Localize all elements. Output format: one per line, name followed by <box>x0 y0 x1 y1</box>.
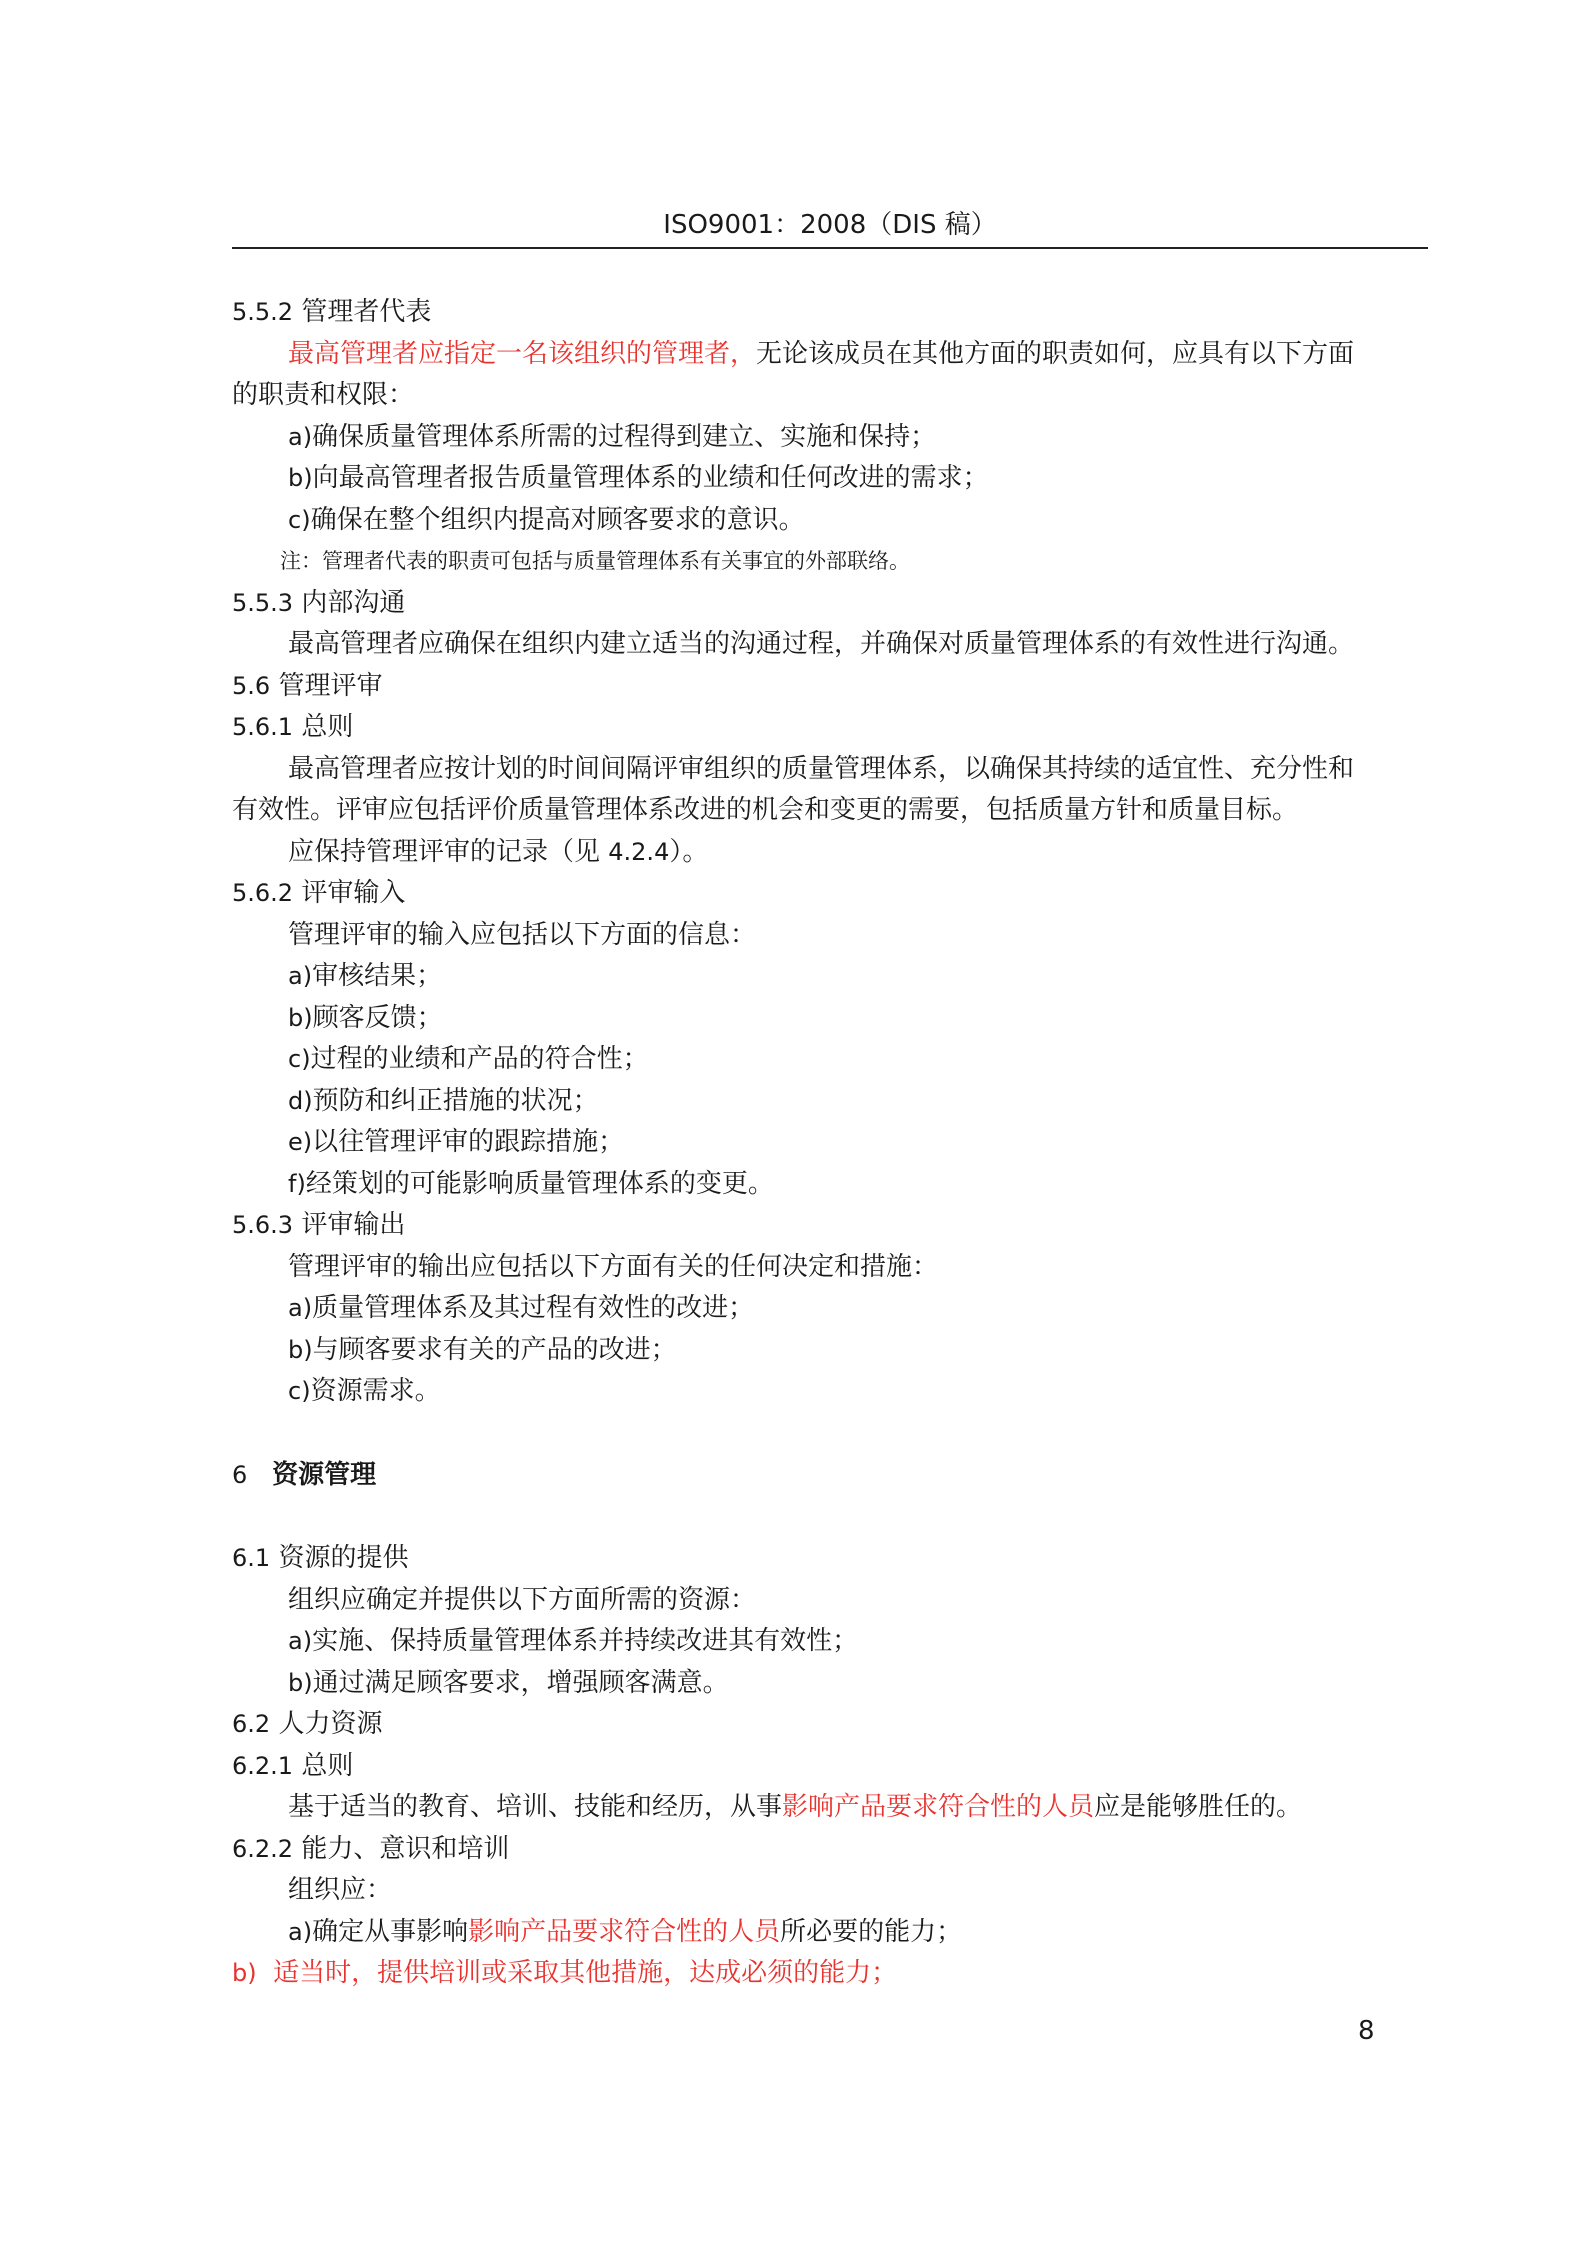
header-rule <box>232 247 1428 249</box>
highlighted-text: 最高管理者应指定一名该组织的管理者， <box>288 338 757 369</box>
section-title: 人力资源 <box>278 1709 383 1739</box>
heading-5-6-3 <box>232 1205 1432 1247</box>
heading-6-2-1 <box>232 1746 1432 1788</box>
document-body <box>232 292 1432 1995</box>
list-text: 确保在整个组织内提高对顾客要求的意识。 <box>310 504 805 535</box>
list-label: b) <box>288 1003 313 1032</box>
section-title: 总则 <box>301 712 354 742</box>
section-title: 评审输入 <box>301 878 406 908</box>
list-label: d) <box>288 1086 313 1115</box>
section-number: 6.2 <box>232 1710 271 1738</box>
section-gap <box>232 1496 1432 1538</box>
heading-6-1 <box>232 1538 1432 1580</box>
list-item <box>232 1621 1432 1663</box>
list-label: b) <box>288 1335 313 1364</box>
page-header: ISO9001：2008（DIS 稿） <box>663 210 997 240</box>
section-number: 5.5.2 <box>232 298 294 326</box>
highlighted-text: 影响产品要求符合性的人员 <box>468 1916 781 1947</box>
paragraph-text: 基于适当的教育、培训、技能和经历，从事 <box>288 1792 783 1822</box>
section-title: 管理评审 <box>278 670 383 701</box>
list-item <box>232 1164 1432 1206</box>
paragraph <box>232 334 1432 376</box>
list-text: 确保质量管理体系所需的过程得到建立、实施和保持； <box>312 421 937 452</box>
paragraph: 组织应： <box>288 1875 393 1905</box>
paragraph-text: 无论该成员在其他方面的职责如何，应具有以下方面 <box>756 338 1355 369</box>
list-label: b) <box>288 464 313 492</box>
section-title: 能力、意识和培训 <box>301 1833 510 1864</box>
paragraph: 管理评审的输出应包括以下方面有关的任何决定和措施： <box>288 1251 939 1282</box>
list-item <box>232 1122 1432 1164</box>
list-text: 过程的业绩和产品的符合性； <box>310 1044 649 1074</box>
section-title: 资源的提供 <box>278 1543 409 1573</box>
list-text: 所必要的能力； <box>780 1916 963 1947</box>
list-label: f) <box>288 1169 306 1198</box>
list-text: 顾客反馈； <box>312 1002 443 1033</box>
heading-5-5-2 <box>232 292 1432 334</box>
list-text: 预防和纠正措施的状况； <box>312 1085 599 1116</box>
paragraph-text: ）。 <box>669 836 709 867</box>
section-title: 内部沟通 <box>301 587 406 618</box>
section-number: 6 <box>232 1460 248 1489</box>
list-label: b) <box>288 1668 313 1697</box>
list-label: b) <box>232 1959 257 1987</box>
list-text: 向最高管理者报告质量管理体系的业绩和任何改进的需求； <box>312 463 989 493</box>
list-item <box>232 500 1432 542</box>
list-item <box>232 1288 1432 1330</box>
paragraph-text: 应保持管理评审的记录（见 <box>288 836 609 867</box>
heading-5-6 <box>232 666 1432 708</box>
paragraph: 管理评审的输入应包括以下方面的信息： <box>288 919 757 950</box>
section-number: 5.5.3 <box>232 588 294 617</box>
list-text: 通过满足顾客要求，增强顾客满意。 <box>312 1667 729 1698</box>
list-item <box>232 1330 1432 1372</box>
list-text: 质量管理体系及其过程有效性的改进； <box>312 1293 755 1323</box>
heading-6 <box>232 1455 1432 1497</box>
list-item <box>232 1081 1432 1123</box>
list-label: e) <box>288 1128 313 1156</box>
list-label: a) <box>288 422 313 451</box>
highlighted-text: 影响产品要求符合性的人员 <box>782 1792 1095 1822</box>
list-text: 与顾客要求有关的产品的改进； <box>312 1334 677 1365</box>
list-text: 实施、保持质量管理体系并持续改进其有效性； <box>312 1626 859 1656</box>
note: 注：管理者代表的职责可包括与质量管理体系有关事宜的外部联络。 <box>280 549 910 573</box>
list-text: 资源需求。 <box>310 1376 441 1406</box>
list-text: 以往管理评审的跟踪措施； <box>312 1127 625 1157</box>
section-title: 资源管理 <box>272 1459 377 1490</box>
list-item <box>232 1912 1432 1954</box>
paragraph: 最高管理者应确保在组织内建立适当的沟通过程，并确保对质量管理体系的有效性进行沟通。 <box>288 629 1355 659</box>
paragraph-continuation: 的职责和权限： <box>232 380 415 410</box>
paragraph-continuation: 有效性。评审应包括评价质量管理体系改进的机会和变更的需要，包括质量方针和质量目标。 <box>232 795 1299 825</box>
heading-6-2-2 <box>232 1829 1432 1871</box>
list-text: 适当时，提供培训或采取其他措施，达成必须的能力； <box>273 1958 898 1988</box>
list-label: a) <box>288 1294 313 1322</box>
list-item <box>232 1371 1432 1413</box>
section-number: 5.6.3 <box>232 1211 294 1239</box>
heading-6-2 <box>232 1704 1432 1746</box>
paragraph <box>232 1787 1432 1829</box>
section-number: 6.1 <box>232 1544 271 1572</box>
section-number: 5.6.2 <box>232 879 294 907</box>
page-number: 8 <box>1358 2016 1375 2046</box>
list-label: a) <box>288 1917 313 1946</box>
list-label: a) <box>288 1627 313 1655</box>
list-label: a) <box>288 962 313 990</box>
list-text: 审核结果； <box>312 961 443 991</box>
paragraph: 最高管理者应按计划的时间间隔评审组织的质量管理体系，以确保其持续的适宜性、充分性和 <box>288 753 1355 784</box>
paragraph <box>232 832 1432 874</box>
section-number: 6.2.2 <box>232 1834 294 1863</box>
section-number: 5.6.1 <box>232 713 294 741</box>
paragraph-text: 应是能够胜任的。 <box>1094 1792 1303 1822</box>
list-label: c) <box>288 505 311 534</box>
list-label: c) <box>288 1045 311 1073</box>
list-item <box>232 1039 1432 1081</box>
list-item <box>232 998 1432 1040</box>
list-item-highlighted <box>232 1953 1432 1995</box>
list-text: 确定从事影响 <box>312 1916 469 1947</box>
clause-reference: 4.2.4 <box>608 837 670 866</box>
list-item <box>232 458 1432 500</box>
heading-5-5-3 <box>232 583 1432 625</box>
heading-5-6-2 <box>232 873 1432 915</box>
section-title: 评审输出 <box>301 1210 406 1240</box>
list-item <box>232 956 1432 998</box>
heading-5-6-1 <box>232 707 1432 749</box>
section-title: 管理者代表 <box>301 297 432 327</box>
paragraph: 组织应确定并提供以下方面所需的资源： <box>288 1584 757 1615</box>
list-label: c) <box>288 1377 311 1405</box>
section-title: 总则 <box>301 1750 354 1781</box>
section-gap <box>232 1413 1432 1455</box>
section-number: 6.2.1 <box>232 1751 294 1780</box>
list-item <box>232 1663 1432 1705</box>
list-item <box>232 417 1432 459</box>
section-number: 5.6 <box>232 671 271 700</box>
list-text: 经策划的可能影响质量管理体系的变更。 <box>305 1168 774 1199</box>
